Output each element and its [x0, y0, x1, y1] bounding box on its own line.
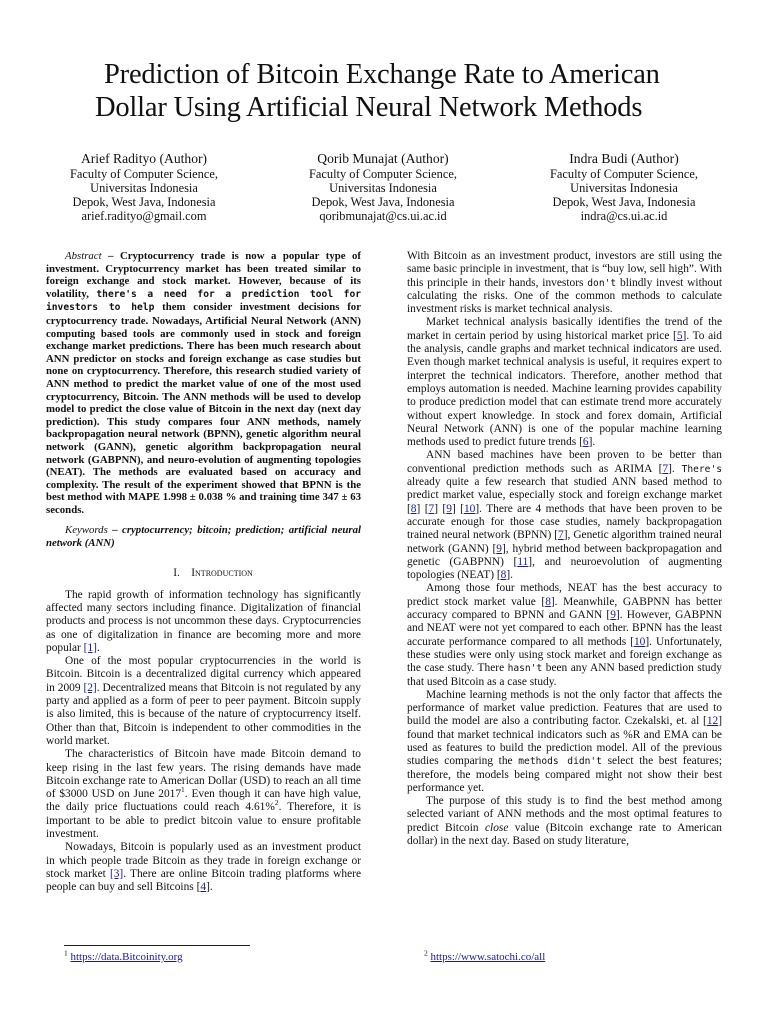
citation-link[interactable]: 9: [446, 502, 452, 515]
right-paragraph-6: The purpose of this study is to find the best method among selected variant of ANN methods and the most optimal features to predict Bitcoin close value (Bitcoin exchange rate to American dollar) in the next day. Based on study literature,: [407, 795, 722, 848]
author-institution: Universitas Indonesia: [329, 181, 437, 195]
citation-link[interactable]: 8: [500, 569, 507, 582]
section-title: Introduction: [191, 566, 253, 579]
footnote-mark: 1: [64, 948, 68, 958]
left-paragraph-2: One of the most popular cryptocurrencies in the world is Bitcoin. Bitcoin is a decentralized digital currency which appeared in 2009 [2]. Decentralized means that Bitcoin is not regulated by any party and applied as a form of peer to peer payment. Bitcoin supply is also limited, this is because of the nature of cryptocurrency itself. Other than that, Bitcoin is independent to other commodities in the world market.: [46, 655, 361, 747]
citation-link[interactable]: 10: [633, 635, 646, 648]
citation-link[interactable]: 7: [558, 529, 564, 542]
citation-link[interactable]: 4: [200, 881, 207, 894]
abstract-text-b: them consider investment decisions for cryptocurrency trade. Nowadays, Artificial Neural Network (ANN) computing based tools are commonly used in stock and foreign exchange market predictions. There has been much research about ANN predictor on stocks and foreign exchange as case studies but none on cryptocurrency. Therefore, this research studied variety of ANN method to predict the market value of one of the most used cryptocurrency, Bitcoin. The ANN methods will be used to develop model to predict the close value of Bitcoin in the next day (next day prediction). This study compares four ANN methods, namely backpropagation neural network (BPNN), genetic algorithm neural network (GANN), genetic algorithm backpropagation neural network (GABPNN), and neuro-evolution of augmenting topologies (NEAT). The methods are evaluated based on accuracy and complexity. The result of the experiment showed that BPNN is the best method with MAPE 1.998 ± 0.038 % and training time 347 ± 63 seconds.: [46, 301, 361, 516]
citation-link[interactable]: [2]: [83, 681, 97, 694]
author-name: Indra Budi (Author): [569, 151, 679, 166]
footnote-link[interactable]: https://data.Bitcoinity.org: [70, 951, 183, 963]
author-affiliation: Faculty of Computer Science,: [70, 167, 218, 181]
keywords-label: Keywords: [65, 524, 108, 537]
footnote-divider: [64, 945, 250, 946]
footnote-2: [424, 950, 545, 964]
citation-link[interactable]: 9: [610, 609, 616, 622]
title-line-2: Dollar Using Artificial Neural Network Methods: [95, 92, 643, 123]
citation-link[interactable]: 8: [545, 595, 551, 608]
right-paragraph-5: Machine learning methods is not the only factor that affects the performance of market value prediction. Features that are used to build the model are also a contributing factor. Czekalski, et. al [12] found that market technical indicators such as %R and EMA can be used as features to build the prediction model. All of the previous studies comparing the methods didn't select the best features; therefore, the models being compared might not show their best performance yet.: [407, 688, 723, 794]
keywords: [46, 524, 361, 549]
footnote-mark: 1: [181, 785, 185, 795]
right-paragraph-3: ANN based machines have been proven to be better than conventional prediction methods such as ARIMA [7]. There's already quite a few research that studied ANN based method to predict market value, especially stock and foreign exchange market [8] [7] [9] [10]. There are 4 methods that have been proven to be accurate enough for those case studies, namely backpropagation trained neural network (BPNN) [7], Genetic algorithm trained neural network (GANN) [9], hybrid method between backpropagation and genetic (GABPNN) [11], and neuroevolution of augmenting topologies (NEAT) [8].: [407, 449, 723, 582]
left-column: [46, 250, 361, 894]
citation-link[interactable]: 9: [496, 542, 502, 555]
footnote-mark: 2: [424, 948, 428, 958]
title-line-1: Prediction of Bitcoin Exchange Rate to American: [104, 59, 660, 90]
author-institution: Universitas Indonesia: [570, 181, 678, 195]
citation-link[interactable]: 7: [428, 502, 435, 515]
author-affiliation: Faculty of Computer Science,: [309, 167, 457, 181]
citation-link[interactable]: 7: [662, 462, 669, 475]
left-paragraph-1: The rapid growth of information technology has significantly affected many sectors including finance. Digitalization of financial products and process is not uncommon these days. Cryptocurrencies as one of digitalization in finance are becoming more and more popular [1].: [46, 588, 361, 654]
right-paragraph-2: Market technical analysis basically identifies the trend of the market in certain period by using historical market price [5]. To aid the analysis, candle graphs and market technical indicators are used. Even though market technical analysis is useful, it requires expert to interpret the technical indicators. Therefore, another method that employs automation is needed. Machine learning provides capability to produce prediction model that can estimate trend more accurately without expert knowledge. In stock and forex domain, Artificial Neural Network (ANN) is one of the popular machine learning methods used to predict future trends [6].: [407, 316, 723, 449]
abstract-text-a: – Cryptocurrency trade is now a popular type of investment. Cryptocurrency market has been treated similar to foreign exchange and stock market. However, because of its volatility,: [46, 250, 361, 300]
author-location: Depok, West Java, Indonesia: [72, 195, 216, 209]
left-paragraph-3: The characteristics of Bitcoin have made Bitcoin demand to keep rising in the last few years. The rising demands have made Bitcoin exchange rate to American Dollar (USD) to reach an all time of $3000 USD on June 2017$^1$. Even though it can have high value, the daily price fluctuations could reach 4.61%$^2$. Therefore, it is important to be able to predict bitcoin value to ensure profitable investment.: [46, 748, 361, 840]
keywords-text: – cryptocurrency; bitcoin; prediction; artificial neural network (ANN): [46, 524, 361, 550]
left-paragraph-4: Nowadays, Bitcoin is popularly used as an investment product in which people trade Bitcoin as they trade in foreign exchange or stock market [3]. There are online Bitcoin trading platforms where people can buy and sell Bitcoins [4].: [46, 841, 361, 894]
author-location: Depok, West Java, Indonesia: [552, 195, 696, 209]
author-block-2: [265, 151, 501, 223]
author-email: indra@cs.ui.ac.id: [580, 209, 668, 223]
author-block-1: [26, 151, 262, 223]
citation-link[interactable]: [1]: [83, 641, 97, 654]
footnote-link[interactable]: https://www.satochi.co/all: [430, 951, 546, 963]
author-name: Qorib Munajat (Author): [317, 151, 449, 166]
citation-link[interactable]: 12: [706, 715, 719, 728]
author-name: Arief Radityo (Author): [80, 151, 208, 166]
citation-link[interactable]: 5: [676, 329, 683, 342]
abstract: [46, 250, 361, 516]
author-institution: Universitas Indonesia: [90, 181, 198, 195]
author-location: Depok, West Java, Indonesia: [311, 195, 455, 209]
right-paragraph-1: With Bitcoin as an investment product, investors are still using the same basic principle in investment, that is “buy low, sell high”. With this principle in their hands, investors don't blindly invest without calculating the risks. One of the common methods to calculate investment risks is market technical analysis.: [407, 250, 722, 316]
abstract-text-mono: there's a need for a prediction tool for investors to help: [46, 288, 361, 314]
citation-link[interactable]: 6: [582, 436, 589, 449]
citation-link[interactable]: 8: [410, 502, 417, 515]
paper-title: [40, 58, 728, 124]
citation-link[interactable]: 11: [517, 555, 529, 568]
abstract-label: Abstract: [65, 250, 102, 262]
citation-link[interactable]: 10: [463, 502, 476, 515]
author-block-3: [506, 151, 742, 223]
footnote-1: [64, 950, 183, 964]
author-email: qoribmunajat@cs.ui.ac.id: [319, 209, 447, 223]
citation-link[interactable]: [3]: [109, 867, 124, 880]
right-paragraph-4: Among those four methods, NEAT has the best accuracy to predict stock market value [8]. Meanwhile, GABPNN has better accuracy compared to BPNN and GANN [9]. However, GABPNN and NEAT were not yet compared to each other. BPNN has the least accurate performance compared to all methods [10]. Unfortunately, these studies were only using stock market and foreign exchange as the case study. There hasn't been any ANN based prediction study that used Bitcoin as a case study.: [407, 582, 723, 688]
section-number: I.: [173, 566, 180, 579]
section-heading: [46, 567, 361, 580]
author-email: arief.radityo@gmail.com: [81, 209, 207, 223]
footnote-mark: 2: [274, 798, 279, 808]
author-affiliation: Faculty of Computer Science,: [550, 167, 698, 181]
right-column: [407, 250, 722, 848]
